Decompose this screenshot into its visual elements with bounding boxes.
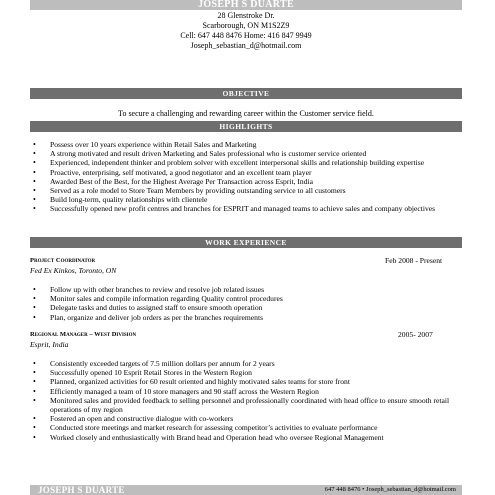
- list-item: • Consistently exceeded targets of 7.5 million dollars per annum for 2 years: [30, 359, 462, 368]
- address-line-1: 28 Glenstroke Dr.: [217, 11, 275, 20]
- name-banner: JOSEPH S DUARTE: [30, 0, 462, 10]
- list-item: • Monitored sales and provided feedback to selling personnel and professionally coordinated with head office to ensure smooth retail operations of my region: [30, 396, 462, 414]
- job-company: Fed Ex Kinkos, Toronto, ON: [30, 266, 117, 275]
- job-title: Project Coordinator: [30, 257, 96, 264]
- list-item: • Awarded Best of the Best, for the Highest Average Per Transaction across Esprit, India: [30, 177, 462, 186]
- list-item: • Proactive, enterprising, self motivated, a good negotiator and an excellent team player: [30, 168, 462, 177]
- phone-numbers: Cell: 647 448 8476 Home: 416 847 9949: [180, 31, 312, 40]
- list-item: • Monitor sales and compile information regarding Quality control procedures: [30, 294, 462, 303]
- list-item: • Possess over 10 years experience within Retail Sales and Marketing: [30, 140, 462, 149]
- list-item: • Delegate tasks and duties to assigned staff to ensure smooth operation: [30, 303, 462, 312]
- list-item: • Served as a role model to Store Team Members by providing outstanding service to all customers: [30, 186, 462, 195]
- job-company: Esprit, India: [30, 340, 69, 349]
- list-item: • Worked closely and enthusiastically with Brand head and Operation head who oversee Regional Management: [30, 433, 462, 442]
- highlights-list: [30, 140, 462, 214]
- list-item: • Plan, organize and deliver job orders as per the branches requirements: [30, 313, 462, 322]
- footer-contact: 647 448 8476 • Joseph_sebastian_d@hotmail.com: [324, 486, 456, 493]
- list-item: • Follow up with other branches to review and resolve job related issues: [30, 285, 462, 294]
- job-dates: Feb 2008 - Present: [385, 256, 443, 265]
- list-item: • Fostered an open and constructive dialogue with co-workers: [30, 414, 462, 423]
- email-address: Joseph_sebastian_d@hotmail.com: [190, 41, 302, 50]
- list-item: • Efficiently managed a team of 10 store managers and 90 staff across the Western Region: [30, 387, 462, 396]
- job-duties-list: [30, 359, 462, 442]
- highlights-heading: HIGHLIGHTS: [30, 121, 462, 132]
- list-item: • Experienced, independent thinker and problem solver with excellent interpersonal skills and relationship building expertise: [30, 158, 462, 167]
- list-item: • Planned, organized activities for 60 result oriented and highly motivated sales teams for store front: [30, 377, 462, 386]
- objective-text: To secure a challenging and rewarding career within the Customer service field.: [118, 109, 374, 118]
- list-item: • Conducted store meetings and market research for assessing competitor’s activities to evaluate performance: [30, 423, 462, 432]
- list-item: • Successfully opened 10 Esprit Retail Stores in the Western Region: [30, 368, 462, 377]
- footer-banner: [30, 485, 462, 495]
- address-line-2: Scarborough, ON M1S2Z9: [202, 21, 290, 30]
- job-duties-list: [30, 285, 462, 322]
- objective-heading: OBJECTIVE: [30, 88, 462, 99]
- list-item: • A strong motivated and result driven Marketing and Sales professional who is customer service oriented: [30, 149, 462, 158]
- job-dates: 2005- 2007: [398, 330, 433, 339]
- job-title: Regional Manager – West Division: [30, 331, 137, 338]
- list-item: • Build long-term, quality relationships with clientele: [30, 195, 462, 204]
- footer-name: JOSEPH S DUARTE: [38, 485, 125, 495]
- work-experience-heading: WORK EXPERIENCE: [30, 237, 462, 248]
- list-item: • Successfully opened new profit centres and branches for ESPRIT and managed teams to achieve sales and company objectives: [30, 204, 462, 213]
